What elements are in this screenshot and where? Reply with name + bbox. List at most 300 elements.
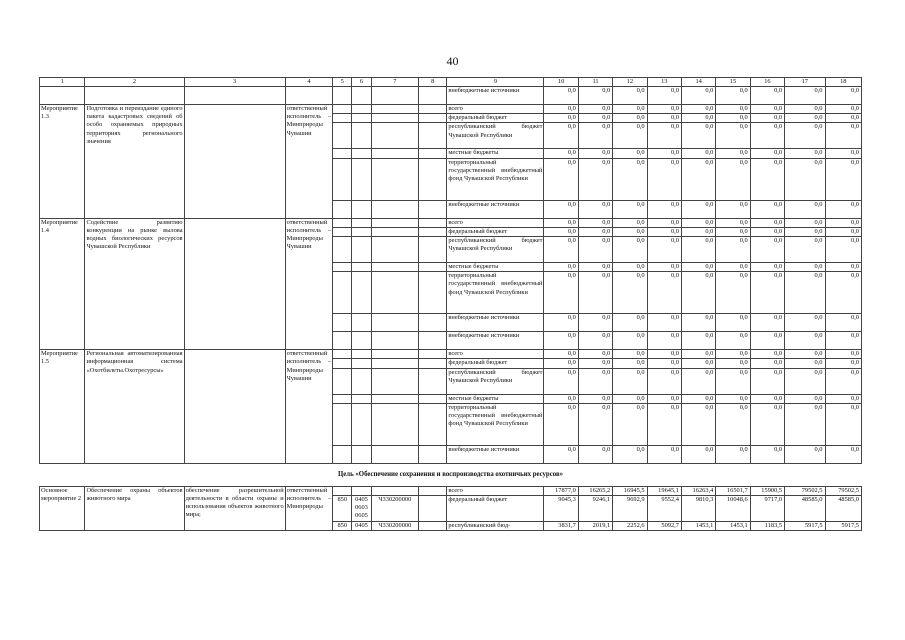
goal-title: Цель «Обеспечение сохранения и воспроизводства охотничьих ресурсов» xyxy=(337,470,564,478)
table-cell xyxy=(371,368,419,394)
value-cell: 0,0 xyxy=(785,237,825,263)
table-cell xyxy=(371,314,419,332)
csr-code: Ч330200000 xyxy=(371,522,419,531)
table-cell xyxy=(352,87,371,105)
value-cell: 0,0 xyxy=(681,368,715,394)
value-cell: 0,0 xyxy=(647,114,681,123)
table-cell xyxy=(85,87,184,105)
value-cell: 0,0 xyxy=(544,237,578,263)
table-cell xyxy=(371,332,419,350)
column-header: 1 xyxy=(40,78,85,87)
value-cell: 0,0 xyxy=(647,368,681,394)
value-cell: 0,0 xyxy=(750,332,784,350)
value-cell: 0,0 xyxy=(785,394,825,403)
value-cell: 0,0 xyxy=(716,394,750,403)
table-row xyxy=(40,218,862,227)
value-cell: 0,0 xyxy=(544,394,578,403)
value-cell: 0,0 xyxy=(716,314,750,332)
value-cell: 1183,5 xyxy=(750,522,784,531)
value-cell: 0,0 xyxy=(681,350,715,359)
value-cell: 0,0 xyxy=(716,200,750,218)
value-cell: 0,0 xyxy=(681,332,715,350)
table-cell xyxy=(419,332,447,350)
value-cell: 0,0 xyxy=(785,332,825,350)
table-cell xyxy=(352,105,371,114)
value-cell: 0,0 xyxy=(647,314,681,332)
main-measure-name: Обеспечение охраны объектов животного мира xyxy=(85,486,184,530)
table-row xyxy=(40,486,862,495)
value-cell: 0,0 xyxy=(578,158,612,200)
table-cell xyxy=(352,227,371,236)
table-cell xyxy=(352,314,371,332)
value-cell: 0,0 xyxy=(578,218,612,227)
value-cell: 0,0 xyxy=(681,272,715,314)
measure-name: Подготовка и переиздание единого пакета кадастровых сведений об особо охраняемых природных территориях регионального значения xyxy=(85,105,184,219)
grbs-code: 850 xyxy=(333,496,352,522)
value-cell: 5917,5 xyxy=(825,522,861,531)
rzpr-code xyxy=(352,486,371,495)
value-cell: 0,0 xyxy=(825,272,861,314)
column-header: 16 xyxy=(750,78,784,87)
value-cell: 0,0 xyxy=(544,149,578,158)
table-cell xyxy=(333,314,352,332)
value-cell: 0,0 xyxy=(613,403,647,445)
funding-source: всего xyxy=(447,218,544,227)
column-header: 15 xyxy=(716,78,750,87)
measure-label: Мероприятие 1.4 xyxy=(40,218,85,350)
value-cell: 0,0 xyxy=(716,403,750,445)
value-cell: 0,0 xyxy=(716,114,750,123)
table-cell xyxy=(352,158,371,200)
table-cell xyxy=(40,87,85,105)
value-cell: 0,0 xyxy=(785,359,825,368)
value-cell: 0,0 xyxy=(544,200,578,218)
budget-table xyxy=(39,77,862,531)
value-cell: 0,0 xyxy=(647,105,681,114)
value-cell: 0,0 xyxy=(750,200,784,218)
funding-source: всего xyxy=(447,105,544,114)
value-cell: 0,0 xyxy=(785,200,825,218)
value-cell: 0,0 xyxy=(613,237,647,263)
table-cell xyxy=(419,123,447,149)
value-cell: 0,0 xyxy=(716,87,750,105)
value-cell: 0,0 xyxy=(825,218,861,227)
table-cell xyxy=(371,263,419,272)
value-cell: 0,0 xyxy=(613,350,647,359)
value-cell: 0,0 xyxy=(785,350,825,359)
measure-label: Мероприятие 1.3 xyxy=(40,105,85,219)
table-cell xyxy=(419,272,447,314)
table-cell xyxy=(419,114,447,123)
value-cell: 0,0 xyxy=(613,87,647,105)
value-cell: 9246,1 xyxy=(578,496,612,522)
value-cell: 0,0 xyxy=(647,158,681,200)
value-cell: 0,0 xyxy=(681,263,715,272)
value-cell: 0,0 xyxy=(785,87,825,105)
rzpr-code: 0405 xyxy=(352,522,371,531)
column-header: 12 xyxy=(613,78,647,87)
column-header: 3 xyxy=(184,78,285,87)
value-cell: 0,0 xyxy=(647,218,681,227)
table-cell xyxy=(285,87,333,105)
table-cell xyxy=(184,105,285,219)
value-cell: 0,0 xyxy=(578,314,612,332)
value-cell: 0,0 xyxy=(750,350,784,359)
funding-source: внебюджетные источники xyxy=(447,445,544,463)
value-cell: 0,0 xyxy=(681,314,715,332)
table-cell xyxy=(419,149,447,158)
column-header: 18 xyxy=(825,78,861,87)
value-cell: 48585,0 xyxy=(785,496,825,522)
table-cell xyxy=(352,272,371,314)
value-cell: 0,0 xyxy=(716,445,750,463)
table-cell xyxy=(352,394,371,403)
table-cell xyxy=(419,87,447,105)
value-cell: 79502,5 xyxy=(785,486,825,495)
value-cell: 0,0 xyxy=(578,368,612,394)
value-cell: 0,0 xyxy=(750,272,784,314)
value-cell: 0,0 xyxy=(750,394,784,403)
funding-source: республиканский бюд- xyxy=(447,522,544,531)
table-cell xyxy=(333,350,352,359)
value-cell: 0,0 xyxy=(750,218,784,227)
table-cell xyxy=(333,237,352,263)
column-header: 5 xyxy=(333,78,352,87)
value-cell: 3831,7 xyxy=(544,522,578,531)
table-cell xyxy=(419,350,447,359)
table-cell xyxy=(371,359,419,368)
table-cell xyxy=(419,227,447,236)
value-cell: 0,0 xyxy=(544,227,578,236)
column-header: 11 xyxy=(578,78,612,87)
value-cell: 0,0 xyxy=(613,158,647,200)
value-cell: 0,0 xyxy=(750,403,784,445)
value-cell: 0,0 xyxy=(681,394,715,403)
table-cell xyxy=(333,359,352,368)
value-cell: 0,0 xyxy=(578,114,612,123)
value-cell: 0,0 xyxy=(825,403,861,445)
value-cell: 0,0 xyxy=(613,149,647,158)
measure-executor: ответственный исполнитель – Минприроды Чувашии xyxy=(285,350,333,464)
value-cell: 0,0 xyxy=(647,87,681,105)
grbs-code: 850 xyxy=(333,522,352,531)
value-cell: 0,0 xyxy=(785,149,825,158)
value-cell: 0,0 xyxy=(544,332,578,350)
value-cell: 0,0 xyxy=(578,237,612,263)
value-cell: 1453,1 xyxy=(681,522,715,531)
table-cell xyxy=(419,445,447,463)
table-cell xyxy=(333,149,352,158)
value-cell: 0,0 xyxy=(785,158,825,200)
value-cell: 0,0 xyxy=(750,445,784,463)
value-cell: 0,0 xyxy=(825,227,861,236)
value-cell: 0,0 xyxy=(613,314,647,332)
table-cell xyxy=(371,123,419,149)
value-cell: 0,0 xyxy=(750,359,784,368)
value-cell: 0,0 xyxy=(825,394,861,403)
main-measure-executor: ответственный исполнитель – Минприроды xyxy=(285,486,333,530)
value-cell: 17877,0 xyxy=(544,486,578,495)
value-cell: 0,0 xyxy=(716,158,750,200)
table-cell xyxy=(184,87,285,105)
value-cell: 0,0 xyxy=(750,263,784,272)
value-cell: 0,0 xyxy=(544,403,578,445)
value-cell: 0,0 xyxy=(750,237,784,263)
value-cell: 0,0 xyxy=(544,445,578,463)
csr-code: Ч330200000 xyxy=(371,496,419,522)
table-cell xyxy=(371,149,419,158)
table-cell xyxy=(352,445,371,463)
value-cell: 16945,5 xyxy=(613,486,647,495)
value-cell: 0,0 xyxy=(785,227,825,236)
table-cell xyxy=(333,403,352,445)
value-cell: 9552,4 xyxy=(647,496,681,522)
table-cell xyxy=(371,105,419,114)
table-cell xyxy=(419,486,447,495)
funding-source: республиканский бюджет Чувашской Республики xyxy=(447,237,544,263)
value-cell: 0,0 xyxy=(578,123,612,149)
table-cell xyxy=(419,218,447,227)
funding-source: республиканский бюджет Чувашской Республики xyxy=(447,368,544,394)
value-cell: 0,0 xyxy=(716,218,750,227)
table-cell xyxy=(352,149,371,158)
page-number: 40 xyxy=(446,54,459,68)
value-cell: 9717,0 xyxy=(750,496,784,522)
column-header: 13 xyxy=(647,78,681,87)
value-cell: 0,0 xyxy=(825,314,861,332)
value-cell: 0,0 xyxy=(716,350,750,359)
measure-name: Содействие развитию конкуренции на рынке вылова водных биологических ресурсов Чувашской Республики xyxy=(85,218,184,350)
value-cell: 0,0 xyxy=(544,350,578,359)
value-cell: 0,0 xyxy=(613,272,647,314)
value-cell: 0,0 xyxy=(647,227,681,236)
table-cell xyxy=(419,200,447,218)
value-cell: 0,0 xyxy=(647,272,681,314)
value-cell: 0,0 xyxy=(647,445,681,463)
value-cell: 0,0 xyxy=(578,87,612,105)
measure-name: Региональная автоматизированная информационная система «Охотбилеты.Охотресурсы» xyxy=(85,350,184,464)
value-cell: 0,0 xyxy=(544,105,578,114)
funding-source: республиканский бюджет Чувашской Республики xyxy=(447,123,544,149)
value-cell: 0,0 xyxy=(716,105,750,114)
value-cell: 0,0 xyxy=(785,105,825,114)
funding-source: федеральный бюджет xyxy=(447,227,544,236)
table-cell xyxy=(333,87,352,105)
table-cell xyxy=(333,105,352,114)
value-cell: 0,0 xyxy=(681,123,715,149)
value-cell: 0,0 xyxy=(613,332,647,350)
table-cell xyxy=(419,359,447,368)
funding-source: территориальный государственный внебюджетный фонд Чувашской Республики xyxy=(447,272,544,314)
table-cell xyxy=(371,200,419,218)
measure-executor: ответственный исполнитель – Минприроды Чувашии xyxy=(285,218,333,350)
table-cell xyxy=(371,350,419,359)
value-cell: 0,0 xyxy=(750,87,784,105)
funding-source: территориальный государственный внебюджетный фонд Чувашской Республики xyxy=(447,158,544,200)
funding-source: внебюджетные источники xyxy=(447,87,544,105)
column-header: 6 xyxy=(352,78,371,87)
value-cell: 0,0 xyxy=(825,200,861,218)
value-cell: 0,0 xyxy=(647,359,681,368)
measure-executor: ответственный исполнитель – Минприроды Чувашии xyxy=(285,105,333,219)
column-header: 10 xyxy=(544,78,578,87)
value-cell: 0,0 xyxy=(578,149,612,158)
value-cell: 0,0 xyxy=(785,445,825,463)
value-cell: 0,0 xyxy=(716,123,750,149)
table-cell xyxy=(333,158,352,200)
column-header: 8 xyxy=(419,78,447,87)
table-cell xyxy=(352,332,371,350)
table-cell xyxy=(419,105,447,114)
table-cell xyxy=(333,114,352,123)
table-cell xyxy=(333,227,352,236)
value-cell: 0,0 xyxy=(647,332,681,350)
value-cell: 0,0 xyxy=(716,359,750,368)
value-cell: 0,0 xyxy=(544,87,578,105)
table-cell xyxy=(371,445,419,463)
table-cell xyxy=(371,227,419,236)
table-cell xyxy=(371,237,419,263)
value-cell: 0,0 xyxy=(785,403,825,445)
funding-source: местные бюджеты xyxy=(447,394,544,403)
table-cell xyxy=(333,123,352,149)
value-cell: 0,0 xyxy=(825,87,861,105)
table-cell xyxy=(352,200,371,218)
table-cell xyxy=(352,237,371,263)
value-cell: 0,0 xyxy=(785,114,825,123)
value-cell: 0,0 xyxy=(750,227,784,236)
value-cell: 0,0 xyxy=(825,123,861,149)
table-cell xyxy=(333,272,352,314)
value-cell: 0,0 xyxy=(716,227,750,236)
table-cell xyxy=(371,272,419,314)
value-cell: 0,0 xyxy=(544,359,578,368)
value-cell: 0,0 xyxy=(544,272,578,314)
value-cell: 0,0 xyxy=(716,149,750,158)
funding-source: местные бюджеты xyxy=(447,263,544,272)
table-cell xyxy=(333,332,352,350)
table-cell xyxy=(352,218,371,227)
main-measure-effect: обеспечение разрешительной деятельности в области охраны и использования объектов животного мира; xyxy=(184,486,285,530)
value-cell: 0,0 xyxy=(681,359,715,368)
table-cell xyxy=(419,522,447,531)
rzpr-code: 0405 0603 0605 xyxy=(352,496,371,522)
value-cell: 0,0 xyxy=(825,158,861,200)
column-header: 2 xyxy=(85,78,184,87)
table-cell xyxy=(371,114,419,123)
value-cell: 0,0 xyxy=(544,123,578,149)
value-cell: 0,0 xyxy=(681,87,715,105)
table-cell xyxy=(419,496,447,522)
table-cell xyxy=(371,403,419,445)
value-cell: 0,0 xyxy=(750,368,784,394)
grbs-code xyxy=(333,486,352,495)
funding-source: внебюджетные источники xyxy=(447,332,544,350)
value-cell: 5092,7 xyxy=(647,522,681,531)
value-cell: 0,0 xyxy=(578,263,612,272)
value-cell: 0,0 xyxy=(578,272,612,314)
column-header: 14 xyxy=(681,78,715,87)
table-cell xyxy=(371,158,419,200)
value-cell: 0,0 xyxy=(716,272,750,314)
value-cell: 0,0 xyxy=(785,123,825,149)
value-cell: 0,0 xyxy=(825,149,861,158)
value-cell: 0,0 xyxy=(750,314,784,332)
funding-source: внебюджетные источники xyxy=(447,200,544,218)
value-cell: 0,0 xyxy=(825,263,861,272)
value-cell: 0,0 xyxy=(681,237,715,263)
value-cell: 0,0 xyxy=(681,105,715,114)
value-cell: 0,0 xyxy=(578,200,612,218)
value-cell: 0,0 xyxy=(716,263,750,272)
table-cell xyxy=(371,394,419,403)
table-cell xyxy=(333,394,352,403)
value-cell: 0,0 xyxy=(825,114,861,123)
value-cell: 0,0 xyxy=(825,359,861,368)
value-cell: 2252,6 xyxy=(613,522,647,531)
value-cell: 0,0 xyxy=(578,445,612,463)
value-cell: 9692,9 xyxy=(613,496,647,522)
value-cell: 0,0 xyxy=(716,237,750,263)
value-cell: 0,0 xyxy=(825,350,861,359)
value-cell: 5917,5 xyxy=(785,522,825,531)
value-cell: 0,0 xyxy=(613,445,647,463)
value-cell: 0,0 xyxy=(647,237,681,263)
table-cell xyxy=(352,359,371,368)
value-cell: 0,0 xyxy=(647,200,681,218)
value-cell: 9045,3 xyxy=(544,496,578,522)
value-cell: 0,0 xyxy=(613,394,647,403)
value-cell: 16265,2 xyxy=(578,486,612,495)
csr-code xyxy=(371,486,419,495)
value-cell: 0,0 xyxy=(647,149,681,158)
funding-source: внебюджетные источники xyxy=(447,314,544,332)
table-row xyxy=(40,105,862,114)
table-cell xyxy=(419,237,447,263)
value-cell: 0,0 xyxy=(613,218,647,227)
value-cell: 0,0 xyxy=(825,237,861,263)
value-cell: 0,0 xyxy=(544,368,578,394)
value-cell: 0,0 xyxy=(681,445,715,463)
table-cell xyxy=(184,218,285,350)
value-cell: 0,0 xyxy=(825,105,861,114)
value-cell: 0,0 xyxy=(716,368,750,394)
value-cell: 0,0 xyxy=(750,158,784,200)
value-cell: 0,0 xyxy=(578,105,612,114)
table-cell xyxy=(371,218,419,227)
value-cell: 0,0 xyxy=(750,114,784,123)
value-cell: 0,0 xyxy=(544,314,578,332)
value-cell: 0,0 xyxy=(578,394,612,403)
funding-source: местные бюджеты xyxy=(447,149,544,158)
value-cell: 0,0 xyxy=(613,227,647,236)
value-cell: 0,0 xyxy=(681,158,715,200)
funding-source: федеральный бюджет xyxy=(447,359,544,368)
value-cell: 0,0 xyxy=(750,149,784,158)
value-cell: 0,0 xyxy=(578,332,612,350)
value-cell: 0,0 xyxy=(785,314,825,332)
funding-source: федеральный бюджет xyxy=(447,114,544,123)
table-cell xyxy=(352,263,371,272)
value-cell: 0,0 xyxy=(785,368,825,394)
value-cell: 0,0 xyxy=(681,200,715,218)
table-cell xyxy=(333,218,352,227)
table-cell xyxy=(333,368,352,394)
value-cell: 0,0 xyxy=(613,105,647,114)
table-cell xyxy=(419,314,447,332)
table-cell xyxy=(352,114,371,123)
value-cell: 0,0 xyxy=(578,403,612,445)
